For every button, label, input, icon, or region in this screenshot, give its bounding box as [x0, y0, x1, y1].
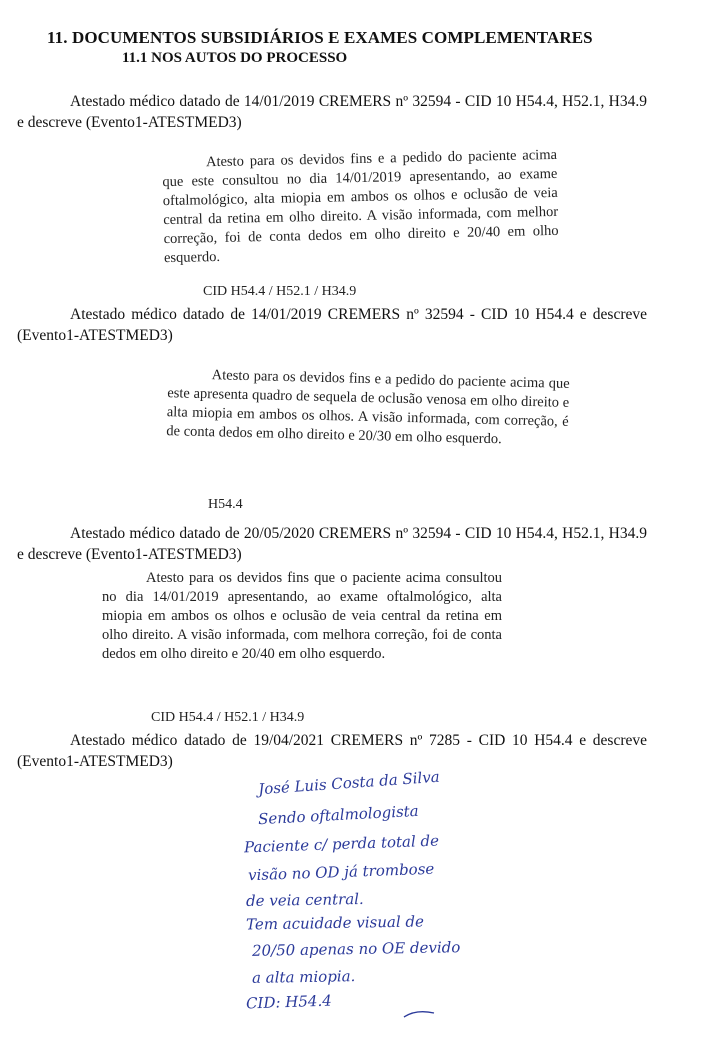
entry-intro: Atestado médico datado de 20/05/2020 CREMERS nº 32594 - CID 10 H54.4, H52.1, H34.9 e descreve (Evento1-ATESTMED3)	[17, 525, 647, 563]
scanned-quote: Atesto para os devidos fins e a pedido do paciente acima que este consultou no dia 14/01/2019 apresentando, ao exame oftalmológico, alta miopia em ambos os olhos e oclusão de veia central da retina em olho direito. A visão informada, com melhor correção, foi de conta dedos em olho direito e 20/40 em olho esquerdo.	[162, 146, 559, 267]
handwritten-line: 20/50 apenas no OE devido	[251, 938, 461, 960]
scanned-quote: Atesto para os devidos fins que o paciente acima consultou no dia 14/01/2019 apresentando, ao exame oftalmológico, alta miopia em ambos os olhos e oclusão de veia central da retina em olho direito. A visão informada, com melhora correção, foi de conta dedos em olho direito e 20/40 em olho esquerdo.	[102, 570, 502, 662]
signature-stroke-icon	[400, 1003, 440, 1023]
entry-intro: Atestado médico datado de 14/01/2019 CREMERS nº 32594 - CID 10 H54.4 e descreve (Evento1-ATESTMED3)	[17, 306, 647, 344]
handwritten-line: Sendo oftalmologista	[257, 801, 420, 829]
entry-intro: Atestado médico datado de 19/04/2021 CREMERS nº 7285 - CID 10 H54.4 e descreve (Evento1-ATESTMED3)	[17, 732, 647, 770]
handwritten-line: visão no OD já trombose	[247, 859, 435, 885]
handwritten-line: Paciente c/ perda total de	[243, 831, 440, 857]
scanned-cid: CID H54.4 / H52.1 / H34.9	[151, 710, 305, 725]
entry-intro: Atestado médico datado de 14/01/2019 CREMERS nº 32594 - CID 10 H54.4, H52.1, H34.9 e descreve (Evento1-ATESTMED3)	[17, 93, 647, 131]
handwritten-line: Tem acuidade visual de	[245, 912, 425, 934]
section-title: 11. DOCUMENTOS SUBSIDIÁRIOS E EXAMES COMPLEMENTARES	[47, 28, 593, 47]
scanned-cid: H54.4	[208, 497, 243, 512]
handwritten-line: a alta miopia.	[251, 967, 356, 987]
scanned-quote: Atesto para os devidos fins e a pedido do paciente acima que este apresenta quadro de sequela de oclusão venosa em olho direito e alta miopia em ambos os olhos. A visão informada, com correção, é de conta dedos em olho direito e 20/30 em olho esquerdo.	[166, 367, 570, 448]
handwritten-line: CID: H54.4	[245, 991, 333, 1013]
handwritten-line: José Luis Costa da Silva	[257, 767, 441, 799]
section-subtitle: 11.1 NOS AUTOS DO PROCESSO	[122, 50, 348, 66]
scanned-cid: CID H54.4 / H52.1 / H34.9	[203, 284, 357, 299]
handwritten-line: de veia central.	[245, 889, 364, 911]
